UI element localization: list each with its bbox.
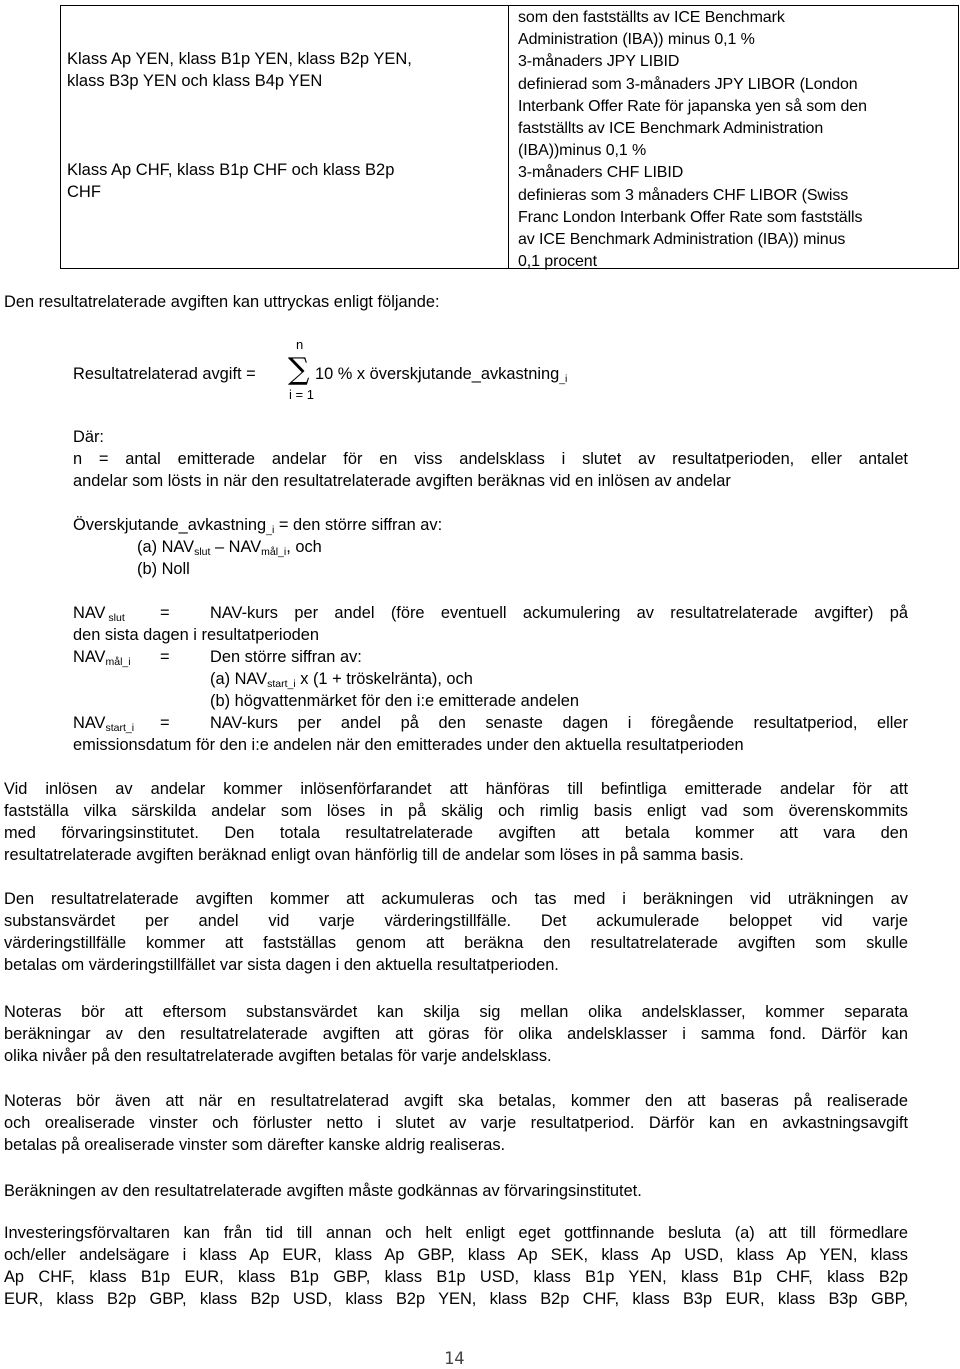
paragraph-line: värderingstillfälle kommer att fastställas genom att beräkna den resultatrelaterade avgiften som skulle xyxy=(4,934,908,952)
paragraph-line: betalas om värderingstillfället var sista dagen i den aktuella resultatperioden. xyxy=(4,956,559,974)
table-text: (IBA))minus 0,1 % xyxy=(518,142,647,160)
table-text: fastställts av ICE Benchmark Administration xyxy=(518,120,824,138)
table-text: av ICE Benchmark Administration (IBA)) minus xyxy=(518,231,846,249)
rate-table xyxy=(60,5,959,269)
mal-a-text: (a) NAV xyxy=(210,670,268,688)
paragraph-line: Den resultatrelaterade avgiften kommer att ackumuleras och tas med i beräkningen vid uträkningen av xyxy=(4,890,908,908)
paragraph-line: Vid inlösen av andelar kommer inlösenförfarandet att hänföras till befintliga emitterade andelar för att xyxy=(4,780,908,798)
table-text: Administration (IBA)) minus 0,1 % xyxy=(518,31,755,49)
formula-lhs: Resultatrelaterad avgift = xyxy=(73,365,256,383)
paragraph-line: olika nivåer på den resultatrelaterade avgiften betalas för varje andelsklass. xyxy=(4,1047,552,1065)
sigma-symbol: ∑ xyxy=(288,352,310,387)
def-nav-slut-cont: den sista dagen i resultatperioden xyxy=(73,626,320,644)
table-text: CHF xyxy=(67,183,101,201)
table-cell-chf-classes xyxy=(67,159,497,203)
table-divider xyxy=(508,6,509,268)
table-text: som den fastställts av ICE Benchmark xyxy=(518,9,785,26)
def-nav-mal-text: Den större siffran av: xyxy=(210,648,362,666)
nav-start-sub: start_i xyxy=(105,722,135,734)
def-nav-start-cont: emissionsdatum för den i:e andelen när den emitterades under den aktuella resultatperioden xyxy=(73,736,744,754)
table-cell-yen-classes xyxy=(67,48,497,92)
formula-rhs xyxy=(315,363,567,390)
table-text: 3-månaders JPY LIBID xyxy=(518,53,680,71)
mal-a-post: x (1 + tröskelränta), och xyxy=(295,670,473,688)
def-nav-start-eq: = xyxy=(160,714,170,732)
option-a-post: , och xyxy=(286,538,322,556)
def-nav-start-text: NAV-kurs per andel på den senaste dagen i föregående resultatperiod, eller xyxy=(210,714,908,732)
paragraph-line: Ap CHF, klass B1p EUR, klass B1p GBP, klass B1p USD, klass B1p YEN, klass B1p CHF, klass B2p xyxy=(4,1268,908,1286)
paragraph-line: Noteras bör även att när en resultatrelaterad avgift ska betalas, kommer den att baseras på realiserade xyxy=(4,1092,908,1110)
excess-return-option-b: (b) Noll xyxy=(137,560,190,578)
dar-line-1: n = antal emitterade andelar för en viss andelsklass i slutet av resultatperioden, eller antalet xyxy=(73,450,908,468)
nav-slut-sub: slut xyxy=(105,612,125,624)
option-a-mid: – NAV xyxy=(210,538,262,556)
nav-term: NAV xyxy=(73,604,106,622)
formula-rhs-sub: _i xyxy=(559,373,568,385)
paragraph-line: substansvärdet per andel vid varje värderingstillfälle. Det ackumulerade beloppet vid varje xyxy=(4,912,908,930)
nav-term: NAV xyxy=(73,648,106,666)
paragraph-line: EUR, klass B2p GBP, klass B2p USD, klass B2p YEN, klass B2p CHF, klass B3p EUR, klass B3p GBP, xyxy=(4,1290,908,1308)
nav-term: NAV xyxy=(73,714,106,732)
def-nav-mal-option-b: (b) högvattenmärket för den i:e emitterade andelen xyxy=(210,692,580,710)
paragraph-approval: Beräkningen av den resultatrelaterade avgiften måste godkännas av förvaringsinstitutet. xyxy=(4,1182,642,1200)
table-text: Interbank Offer Rate för japanska yen så som den xyxy=(518,97,867,115)
table-cell-rates xyxy=(518,7,958,273)
paragraph-line: och orealiserade vinster och förluster netto i slutet av varje resultatperiod. Därför kan en avkastningsavgift xyxy=(4,1114,908,1132)
table-text: Franc London Interbank Offer Rate som fastställs xyxy=(518,208,863,226)
dar-line-2: andelar som lösts in när den resultatrelaterade avgiften beräknas vid en inlösen av andelar xyxy=(73,472,731,490)
table-text: 0,1 procent xyxy=(518,253,597,271)
paragraph-line: Investeringsförvaltaren kan från tid till annan och helt enligt eget gottfinnande besluta (a) att till förmedlare xyxy=(4,1224,908,1242)
option-a-text: (a) NAV xyxy=(137,538,195,556)
mal-a-sub: start_i xyxy=(267,678,296,690)
def-nav-slut-eq: = xyxy=(160,604,170,622)
paragraph-line: med förvaringsinstitutet. Den totala resultatrelaterade avgiften att betala kommer att vara den xyxy=(4,824,908,842)
table-text: definierad som 3-månaders JPY LIBOR (London xyxy=(518,75,858,93)
excess-return-sub: _i xyxy=(266,524,275,536)
def-nav-slut-text: NAV-kurs per andel (före eventuell ackumulering av resultatrelaterade avgifter) på xyxy=(210,604,908,622)
option-a-sub1: slut xyxy=(194,546,211,558)
table-text: klass B3p YEN och klass B4p YEN xyxy=(67,72,323,90)
formula-upper-limit: n xyxy=(296,337,304,352)
def-nav-mal-term xyxy=(73,646,131,673)
paragraph-line: fastställa vilka särskilda andelar som löses in på skälig och rimlig basis enligt vad som överenskommits xyxy=(4,802,908,820)
def-nav-mal-eq: = xyxy=(160,648,170,666)
page-number: 14 xyxy=(444,1349,465,1369)
excess-return-rest: = den större siffran av: xyxy=(274,516,443,534)
paragraph-line: beräkningar av den resultatrelaterade avgiften att göras för olika andelsklasser i samma fond. Därför kan xyxy=(4,1025,908,1043)
table-text: 3-månaders CHF LIBID xyxy=(518,164,684,182)
paragraph-line: resultatrelaterade avgiften beräknad enligt ovan hänförlig till de andelar som löses in på samma basis. xyxy=(4,846,744,864)
paragraph-line: och/eller andelsägare i klass Ap EUR, klass Ap GBP, klass Ap SEK, klass Ap USD, klass Ap YEN, klass xyxy=(4,1246,908,1264)
formula-lower-limit: i = 1 xyxy=(289,387,314,402)
nav-mal-sub: mål_i xyxy=(105,656,131,668)
intro-text: Den resultatrelaterade avgiften kan uttryckas enligt följande: xyxy=(4,293,440,311)
dar-heading: Där: xyxy=(73,428,104,446)
option-a-sub2: mål_i xyxy=(261,546,287,558)
formula-rhs-text: 10 % x överskjutande_avkastning xyxy=(315,365,560,383)
table-text: Klass Ap YEN, klass B1p YEN, klass B2p YEN, xyxy=(67,50,412,68)
paragraph-line: Noteras bör att eftersom substansvärdet kan skilja sig mellan olika andelsklasser, kommer separata xyxy=(4,1003,908,1021)
table-text: definieras som 3 månaders CHF LIBOR (Swiss xyxy=(518,186,849,204)
excess-return-label: Överskjutande_avkastning xyxy=(73,516,267,534)
paragraph-line: betalas på orealiserade vinster som därefter kanske aldrig realiseras. xyxy=(4,1136,506,1154)
table-text: Klass Ap CHF, klass B1p CHF och klass B2p xyxy=(67,161,395,179)
